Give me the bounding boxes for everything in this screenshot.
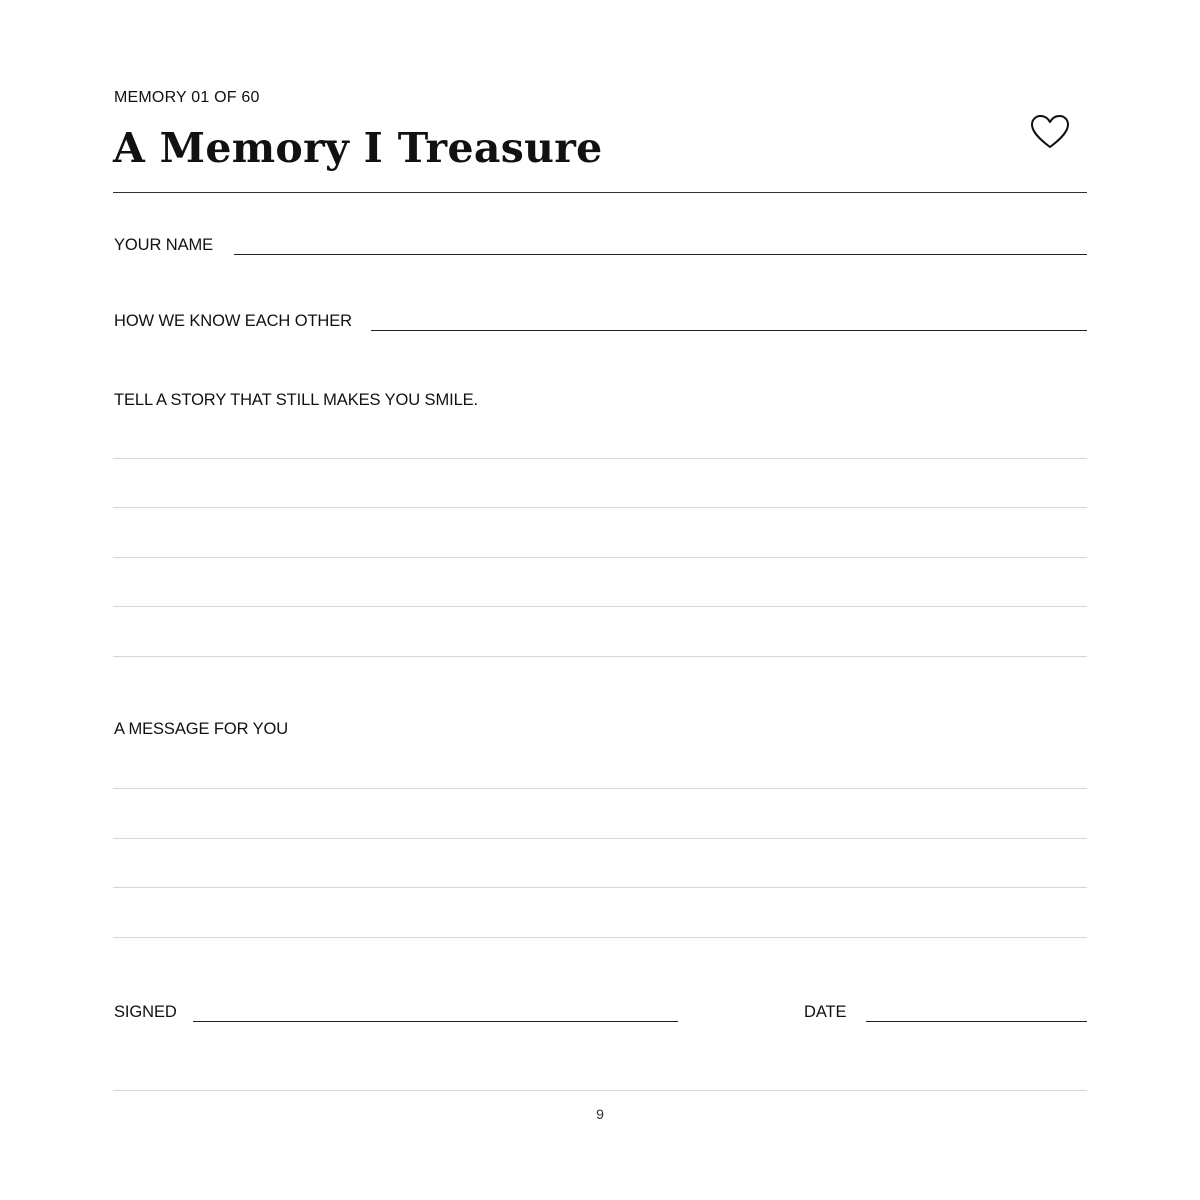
memory-counter: MEMORY 01 OF 60 — [114, 89, 260, 106]
date-label: DATE — [804, 1003, 847, 1021]
message-line[interactable] — [113, 887, 1087, 888]
footer-divider — [113, 1090, 1087, 1091]
story-line[interactable] — [113, 557, 1087, 558]
how-we-know-field[interactable] — [371, 330, 1087, 331]
story-line[interactable] — [113, 606, 1087, 607]
how-we-know-label: HOW WE KNOW EACH OTHER — [114, 312, 352, 330]
your-name-field[interactable] — [234, 254, 1087, 255]
your-name-label: YOUR NAME — [114, 236, 214, 254]
date-field[interactable] — [866, 1021, 1087, 1022]
story-line[interactable] — [113, 656, 1087, 657]
message-prompt: A MESSAGE FOR YOU — [114, 720, 289, 738]
message-line[interactable] — [113, 838, 1087, 839]
message-line[interactable] — [113, 788, 1087, 789]
page-title: A Memory I Treasure — [113, 124, 603, 172]
signed-field[interactable] — [193, 1021, 678, 1022]
heart-outline-icon[interactable] — [1030, 114, 1070, 150]
story-prompt: TELL A STORY THAT STILL MAKES YOU SMILE. — [114, 391, 479, 409]
story-line[interactable] — [113, 458, 1087, 459]
page-number: 9 — [596, 1106, 604, 1122]
signed-label: SIGNED — [114, 1003, 177, 1021]
title-divider — [113, 192, 1087, 193]
message-line[interactable] — [113, 937, 1087, 938]
story-line[interactable] — [113, 507, 1087, 508]
